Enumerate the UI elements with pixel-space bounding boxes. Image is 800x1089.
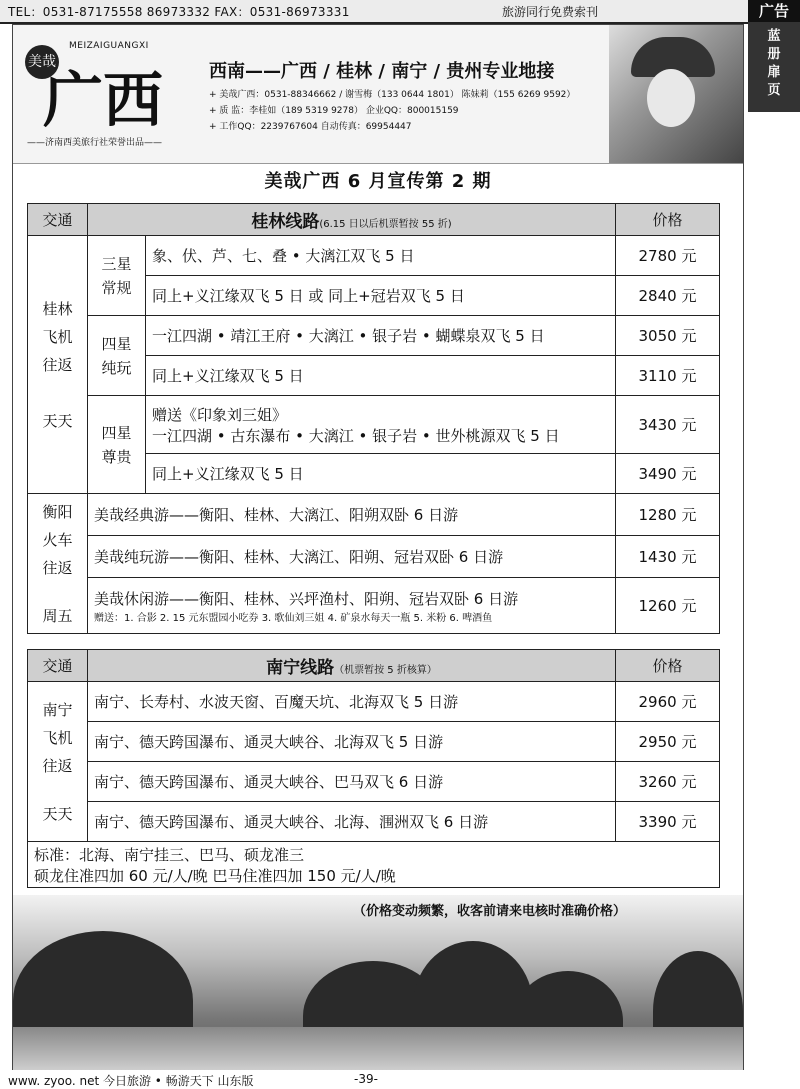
logo-latin: MEIZAIGUANGXI (69, 41, 149, 51)
table-row (28, 722, 720, 762)
tier-line: 四星 (101, 423, 132, 442)
standard-line: 硕龙住准四加 60 元/人/晚 巴马住准四加 150 元/人/晚 (34, 866, 396, 885)
price-cell: 3260 元 (616, 762, 720, 802)
route-cell: 南宁、德天跨国瀑布、通灵大峡谷、巴马双飞 6 日游 (88, 762, 616, 802)
price-cell: 2840 元 (616, 276, 720, 316)
price-cell: 3110 元 (616, 356, 720, 396)
portrait-face-shape (647, 69, 695, 127)
section-note: (6.15 日以后机票暂按 55 折) (319, 219, 452, 230)
transport-spacer (34, 582, 81, 602)
transport-line: 往返 (42, 558, 73, 577)
route-cell: 同上+义江缘双飞 5 日 或 同上+冠岩双飞 5 日 (146, 276, 616, 316)
section-name: 南宁线路 (266, 658, 335, 678)
issue-title: 美哉广西 6 月宣传第 2 期 (264, 171, 492, 192)
gift-line: 赠送《印象刘三姐》 (152, 405, 288, 424)
transport-spacer (34, 780, 81, 800)
route-cell: 美哉纯玩游——衡阳、桂林、大漓江、阳朔、冠岩双卧 6 日游 (88, 536, 616, 578)
header-contact-line: + 美哉广西：0531-88346662 / 谢雪梅（133 0644 1801） 陈妹莉（155 6269 9592） (209, 90, 576, 100)
logo-badge: 美哉 (25, 45, 59, 79)
table-row (28, 682, 720, 722)
col-price: 价格 (616, 204, 720, 236)
route-cell: 同上+义江缘双飞 5 日 (146, 356, 616, 396)
price-cell: 2960 元 (616, 682, 720, 722)
transport-line: 天天 (42, 411, 73, 430)
table-row (28, 396, 720, 454)
price-cell: 3430 元 (616, 396, 720, 454)
header-contact-line: + 质 监：李桂如（189 5319 9278） 企业QQ：800015159 (209, 106, 459, 116)
transport-line: 飞机 (42, 728, 73, 747)
table-header-row (28, 204, 720, 236)
tier-line: 常规 (101, 278, 132, 297)
table-row (28, 316, 720, 356)
route-cell: 南宁、德天跨国瀑布、通灵大峡谷、北海、涠洲双飞 6 日游 (88, 802, 616, 842)
brand-logo (23, 31, 193, 157)
transport-cell (28, 682, 88, 842)
gift-note: 赠送：1. 合影 2. 15 元东盟园小吃券 3. 歌仙刘三姐 4. 矿泉水每天一瓶 5. 米粉 6. 啤酒鱼 (94, 612, 493, 624)
price-change-tip: （价格变动频繁，收客前请来电核时准确价格） (353, 904, 627, 919)
tier-cell (88, 236, 146, 316)
transport-line: 衡阳 (42, 502, 73, 521)
logo-sub: ——济南西美旅行社荣誉出品—— (27, 138, 163, 148)
tier-line: 四星 (101, 334, 132, 353)
col-transport: 交通 (28, 204, 88, 236)
price-cell: 3390 元 (616, 802, 720, 842)
route-cell: 同上+义江缘双飞 5 日 (146, 454, 616, 494)
nanning-table (27, 649, 720, 888)
table-header-row (28, 650, 720, 682)
side-tab-char: 蓝 (767, 29, 781, 44)
tier-line: 纯玩 (101, 358, 132, 377)
header (13, 25, 743, 164)
table-row (28, 536, 720, 578)
col-price: 价格 (616, 650, 720, 682)
price-cell: 2780 元 (616, 236, 720, 276)
standard-line: 标准：北海、南宁挂三、巴马、硕龙准三 (34, 845, 305, 864)
route-cell (88, 578, 616, 634)
site-credit: www. zyoo. net 今日旅游 • 畅游天下 山东版 (8, 1074, 254, 1088)
route-cell: 一江四湖 • 靖江王府 • 大漓江 • 银子岩 • 蝴蝶泉双飞 5 日 (146, 316, 616, 356)
transport-line: 火车 (42, 530, 73, 549)
route-cell: 象、伏、芦、七、叠 • 大漓江双飞 5 日 (146, 236, 616, 276)
route-line: 一江四湖 • 古东瀑布 • 大漓江 • 银子岩 • 世外桃源双飞 5 日 (152, 426, 560, 445)
table-row (28, 494, 720, 536)
transport-cell (28, 494, 88, 634)
table-row (28, 236, 720, 276)
transport-spacer (34, 379, 81, 407)
price-cell: 1280 元 (616, 494, 720, 536)
guilin-table (27, 203, 720, 634)
route-cell: 南宁、长寿村、水波天窗、百魔天坑、北海双飞 5 日游 (88, 682, 616, 722)
transport-cell (28, 236, 88, 494)
price-cell: 3490 元 (616, 454, 720, 494)
transport-line: 往返 (42, 355, 73, 374)
header-contact-line: + 工作QQ：2239767604 自动传真：69954447 (209, 122, 412, 132)
tier-cell (88, 316, 146, 396)
header-title: 西南——广西 / 桂林 / 南宁 / 贵州专业地接 (209, 61, 555, 82)
col-transport: 交通 (28, 650, 88, 682)
tier-cell (88, 396, 146, 494)
table-row (28, 578, 720, 634)
bottom-bar (0, 1070, 800, 1088)
side-tab-char: 册 (767, 47, 781, 62)
section-title (88, 204, 616, 236)
transport-line: 周五 (42, 606, 73, 625)
route-line: 美哉休闲游——衡阳、桂林、兴坪渔村、阳朔、冠岩双卧 6 日游 (94, 589, 519, 608)
top-bar (0, 0, 800, 24)
route-cell (146, 396, 616, 454)
logo-main: 广西 (43, 66, 163, 136)
transport-line: 往返 (42, 756, 73, 775)
price-cell: 1260 元 (616, 578, 720, 634)
table-row (28, 802, 720, 842)
standard-cell (28, 842, 720, 888)
transport-line: 南宁 (42, 700, 73, 719)
ad-page (12, 24, 744, 1072)
route-cell: 南宁、德天跨国瀑布、通灵大峡谷、北海双飞 5 日游 (88, 722, 616, 762)
tier-line: 尊贵 (101, 447, 132, 466)
standard-row (28, 842, 720, 888)
route-cell: 美哉经典游——衡阳、桂林、大漓江、阳朔双卧 6 日游 (88, 494, 616, 536)
side-tab-char: 页 (767, 83, 781, 98)
side-tab (748, 22, 800, 112)
ad-tag: 广告 (748, 0, 800, 22)
free-catalog-note: 旅游同行免费索刊 (502, 5, 599, 19)
price-cell: 3050 元 (616, 316, 720, 356)
portrait-photo (609, 25, 743, 163)
page-number: -39- (354, 1072, 378, 1086)
side-tab-char: 扉 (767, 65, 781, 80)
river-shape (13, 1027, 743, 1071)
table-row (28, 762, 720, 802)
contact-line: TEL：0531-87175558 86973332 FAX：0531-86973331 (8, 5, 350, 19)
transport-line: 飞机 (42, 327, 73, 346)
tier-line: 三星 (101, 254, 132, 273)
transport-line: 桂林 (42, 299, 73, 318)
transport-line: 天天 (42, 804, 73, 823)
landscape-photo (13, 895, 743, 1071)
section-title (88, 650, 616, 682)
section-name: 桂林线路 (251, 212, 320, 232)
price-cell: 2950 元 (616, 722, 720, 762)
price-cell: 1430 元 (616, 536, 720, 578)
section-note: （机票暂按 5 折核算） (334, 665, 437, 676)
